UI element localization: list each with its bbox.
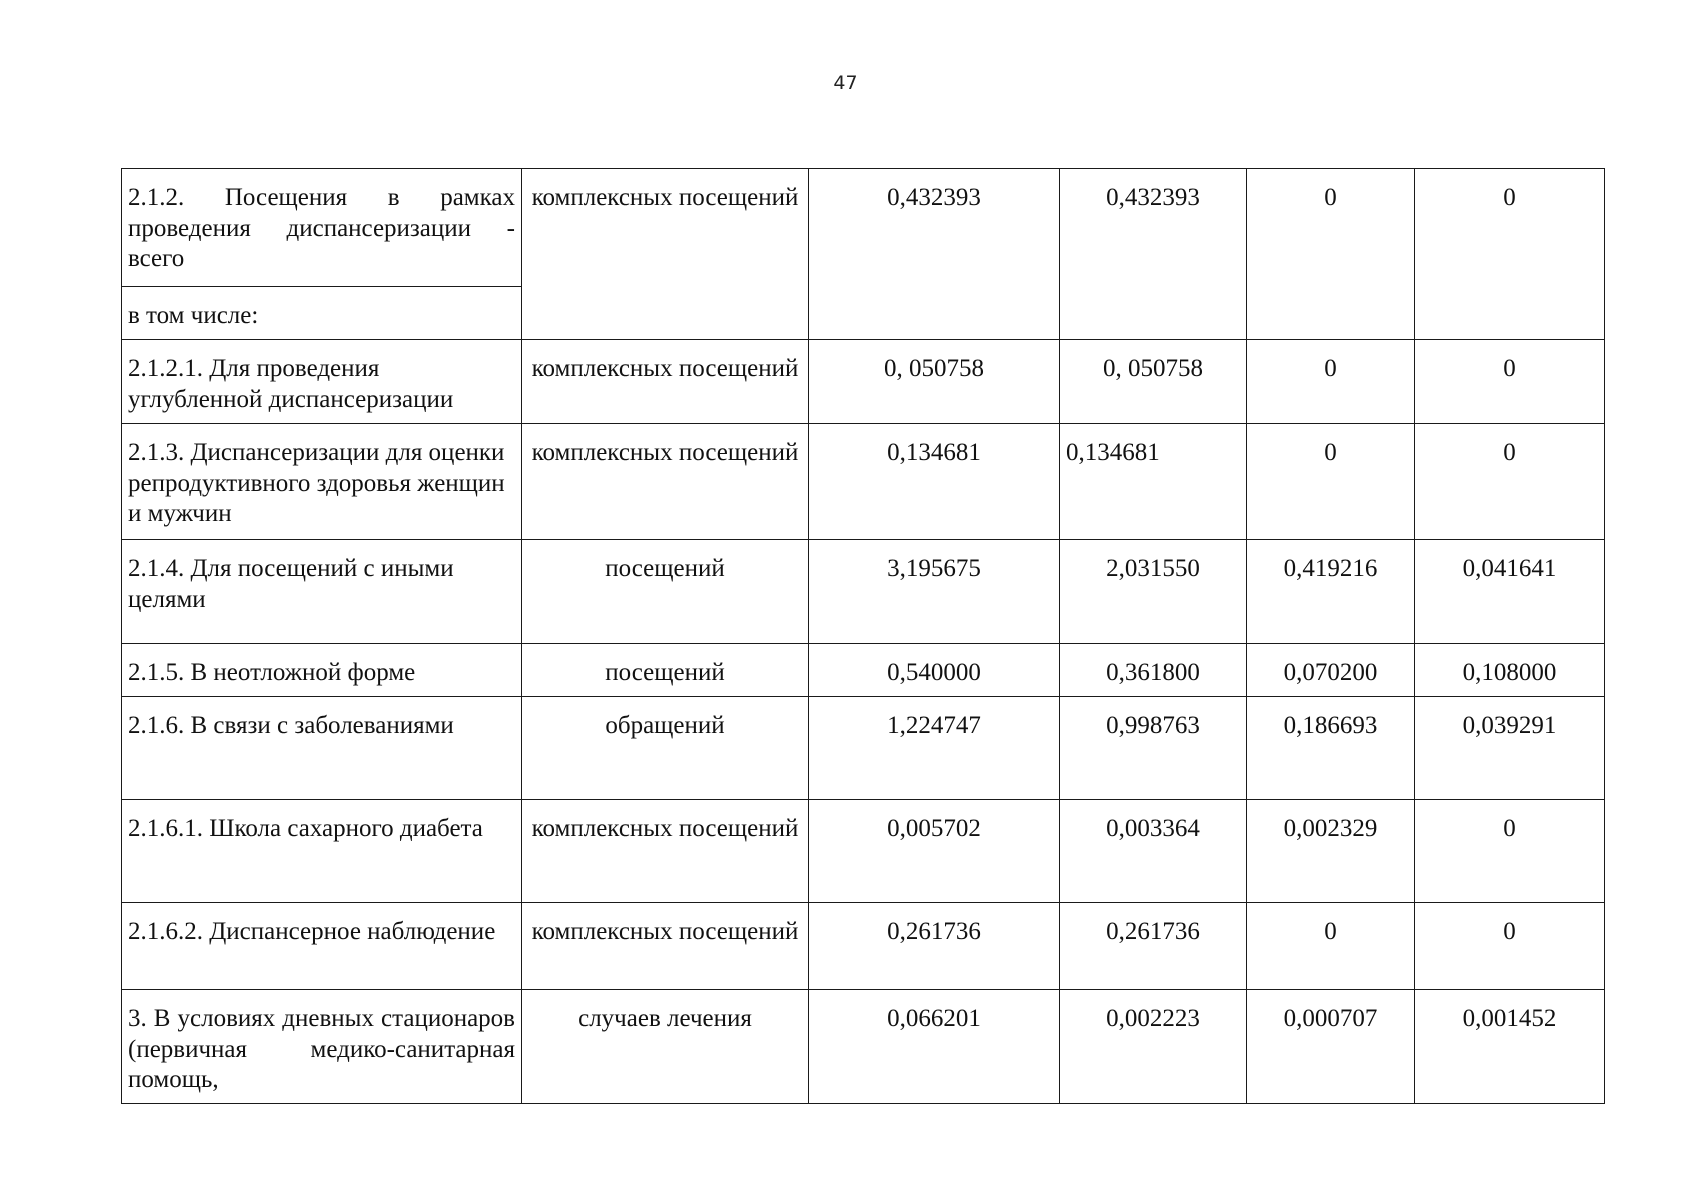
row-value-total: 0,066201 bbox=[809, 990, 1060, 1104]
row-value-col4: 0,041641 bbox=[1415, 540, 1605, 644]
row-value-col3: 0 bbox=[1247, 340, 1415, 424]
row-value-col2: 0,361800 bbox=[1060, 644, 1247, 697]
row-name: 2.1.2.1. Для проведения углубленной диспансеризации bbox=[122, 340, 522, 424]
row-value-col3: 0,070200 bbox=[1247, 644, 1415, 697]
row-unit: комплексных посещений bbox=[522, 169, 809, 340]
row-value-total: 0,540000 bbox=[809, 644, 1060, 697]
table-row bbox=[122, 424, 1605, 540]
row-value-col2: 0,134681 bbox=[1060, 424, 1247, 540]
indicators-table bbox=[121, 168, 1605, 1104]
row-value-col2: 0, 050758 bbox=[1060, 340, 1247, 424]
row-unit: посещений bbox=[522, 644, 809, 697]
row-value-col2: 0,432393 bbox=[1060, 169, 1247, 340]
row-value-col3: 0 bbox=[1247, 903, 1415, 990]
row-unit: посещений bbox=[522, 540, 809, 644]
row-value-col4: 0,001452 bbox=[1415, 990, 1605, 1104]
row-unit: комплексных посещений bbox=[522, 340, 809, 424]
row-value-col3: 0 bbox=[1247, 169, 1415, 340]
row-value-col4: 0 bbox=[1415, 800, 1605, 903]
row-unit: комплексных посещений bbox=[522, 903, 809, 990]
row-name: в том числе: bbox=[122, 287, 522, 340]
table-row bbox=[122, 903, 1605, 990]
row-value-total: 3,195675 bbox=[809, 540, 1060, 644]
row-value-col3: 0,000707 bbox=[1247, 990, 1415, 1104]
row-unit: обращений bbox=[522, 697, 809, 800]
row-value-col2: 0,261736 bbox=[1060, 903, 1247, 990]
table-row bbox=[122, 697, 1605, 800]
row-value-col4: 0,108000 bbox=[1415, 644, 1605, 697]
row-name: 2.1.2. Посещения в рамках проведения диспансеризации - всего bbox=[122, 169, 522, 287]
row-value-col2: 0,998763 bbox=[1060, 697, 1247, 800]
row-value-col4: 0 bbox=[1415, 340, 1605, 424]
row-value-total: 0,134681 bbox=[809, 424, 1060, 540]
page-number: 47 bbox=[833, 72, 858, 94]
row-value-col4: 0 bbox=[1415, 903, 1605, 990]
table-row bbox=[122, 644, 1605, 697]
table-row bbox=[122, 340, 1605, 424]
row-value-total: 1,224747 bbox=[809, 697, 1060, 800]
row-value-total: 0, 050758 bbox=[809, 340, 1060, 424]
row-value-col3: 0 bbox=[1247, 424, 1415, 540]
row-unit: случаев лечения bbox=[522, 990, 809, 1104]
row-name: 2.1.6. В связи с заболеваниями bbox=[122, 697, 522, 800]
row-value-col4: 0,039291 bbox=[1415, 697, 1605, 800]
table-row bbox=[122, 169, 1605, 287]
row-name: 2.1.5. В неотложной форме bbox=[122, 644, 522, 697]
row-name: 2.1.6.1. Школа сахарного диабета bbox=[122, 800, 522, 903]
row-value-col2: 0,002223 bbox=[1060, 990, 1247, 1104]
row-value-col2: 0,003364 bbox=[1060, 800, 1247, 903]
row-value-total: 0,432393 bbox=[809, 169, 1060, 340]
row-name: 2.1.6.2. Диспансерное наблюдение bbox=[122, 903, 522, 990]
row-value-col4: 0 bbox=[1415, 169, 1605, 340]
table-row bbox=[122, 800, 1605, 903]
row-name: 2.1.4. Для посещений с иными целями bbox=[122, 540, 522, 644]
row-name: 3. В условиях дневных стационаров (первичная медико-санитарная помощь, bbox=[122, 990, 522, 1104]
row-value-col2: 2,031550 bbox=[1060, 540, 1247, 644]
row-unit: комплексных посещений bbox=[522, 800, 809, 903]
row-value-total: 0,005702 bbox=[809, 800, 1060, 903]
table-row bbox=[122, 540, 1605, 644]
row-value-total: 0,261736 bbox=[809, 903, 1060, 990]
row-unit: комплексных посещений bbox=[522, 424, 809, 540]
row-value-col3: 0,419216 bbox=[1247, 540, 1415, 644]
row-name: 2.1.3. Диспансеризации для оценки репродуктивного здоровья женщин и мужчин bbox=[122, 424, 522, 540]
table-row bbox=[122, 990, 1605, 1104]
row-value-col3: 0,002329 bbox=[1247, 800, 1415, 903]
row-value-col3: 0,186693 bbox=[1247, 697, 1415, 800]
row-value-col4: 0 bbox=[1415, 424, 1605, 540]
